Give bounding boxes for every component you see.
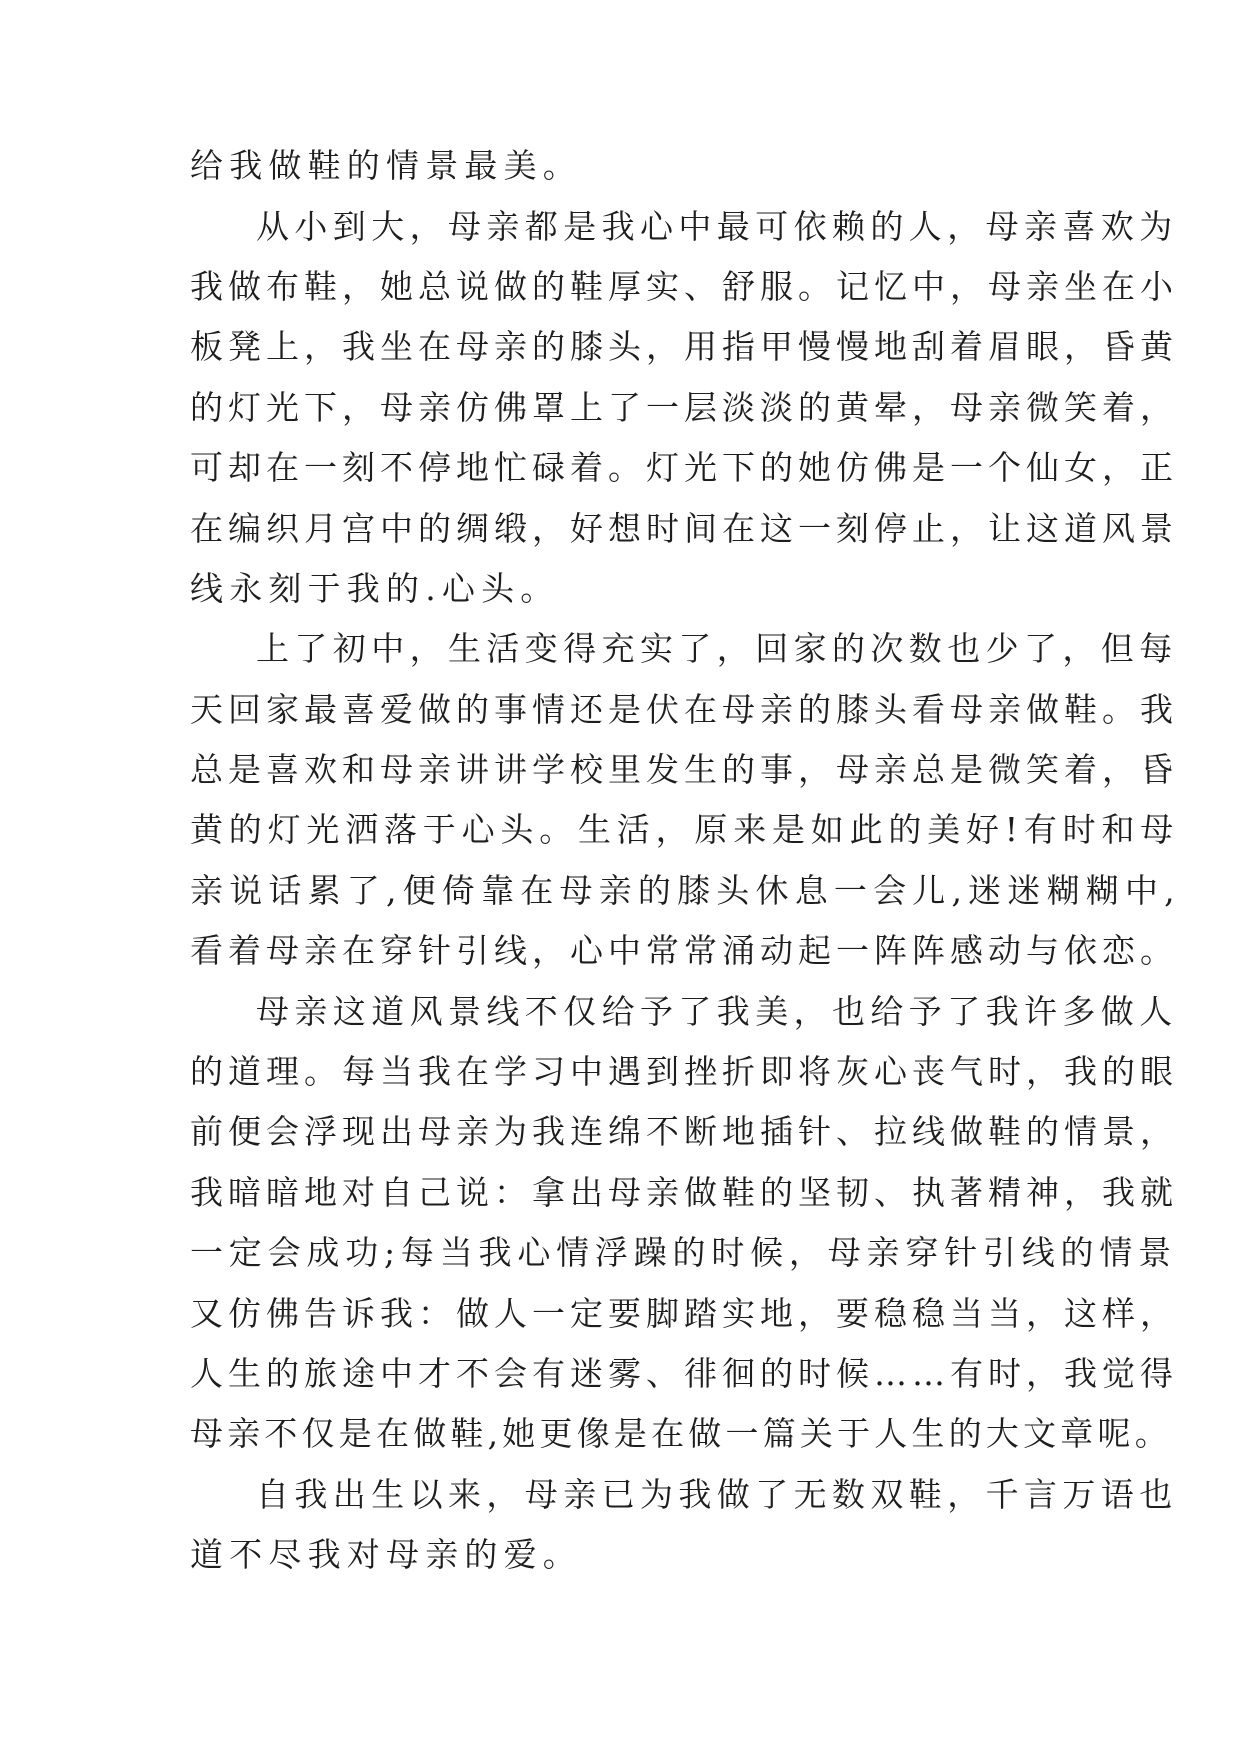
text-line: 给我做鞋的情景最美。	[190, 146, 582, 185]
text-line: 黄的灯光洒落于心头。生活，原来是如此的美好!有时和母	[190, 810, 1180, 849]
text-line: 的道理。每当我在学习中遇到挫折即将灰心丧气时，我的眼	[190, 1052, 1178, 1091]
text-line: 我做布鞋，她总说做的鞋厚实、舒服。记忆中，母亲坐在小	[190, 267, 1178, 306]
paragraph-first-line: 上了初中，生活变得充实了，回家的次数也少了，但每	[256, 629, 1178, 668]
text-line: 人生的旅途中才不会有迷雾、徘徊的时候……有时，我觉得	[190, 1354, 1178, 1393]
text-line: 板凳上，我坐在母亲的膝头，用指甲慢慢地刮着眉眼，昏黄	[190, 327, 1178, 366]
text-line: 一定会成功;每当我心情浮躁的时候，母亲穿针引线的情景	[190, 1233, 1177, 1272]
text-line: 的灯光下，母亲仿佛罩上了一层淡淡的黄晕，母亲微笑着，	[190, 388, 1178, 427]
paragraph-first-line: 从小到大，母亲都是我心中最可依赖的人，母亲喜欢为	[256, 207, 1178, 246]
text-line: 又仿佛告诉我：做人一定要脚踏实地，要稳稳当当，这样，	[190, 1294, 1178, 1333]
text-line: 道不尽我对母亲的爱。	[190, 1535, 582, 1574]
paragraph-first-line: 母亲这道风景线不仅给予了我美，也给予了我许多做人	[256, 992, 1178, 1031]
text-line: 母亲不仅是在做鞋,她更像是在做一篇关于人生的大文章呢。	[190, 1414, 1172, 1453]
text-line: 天回家最喜爱做的事情还是伏在母亲的膝头看母亲做鞋。我	[190, 690, 1178, 729]
text-line: 在编织月宫中的绸缎，好想时间在这一刻停止，让这道风景	[190, 509, 1178, 548]
text-line: 可却在一刻不停地忙碌着。灯光下的她仿佛是一个仙女，正	[190, 448, 1178, 487]
text-line: 亲说话累了,便倚靠在母亲的膝头休息一会儿,迷迷糊糊中,	[190, 871, 1181, 910]
text-line: 总是喜欢和母亲讲讲学校里发生的事，母亲总是微笑着，昏	[190, 750, 1178, 789]
text-line: 看着母亲在穿针引线，心中常常涌动起一阵阵感动与依恋。	[190, 931, 1178, 970]
text-line: 线永刻于我的.心头。	[190, 569, 560, 608]
text-line: 我暗暗地对自己说：拿出母亲做鞋的坚韧、执著精神，我就	[190, 1173, 1178, 1212]
paragraph-first-line: 自我出生以来，母亲已为我做了无数双鞋，千言万语也	[256, 1475, 1178, 1514]
text-line: 前便会浮现出母亲为我连绵不断地插针、拉线做鞋的情景，	[190, 1112, 1178, 1151]
